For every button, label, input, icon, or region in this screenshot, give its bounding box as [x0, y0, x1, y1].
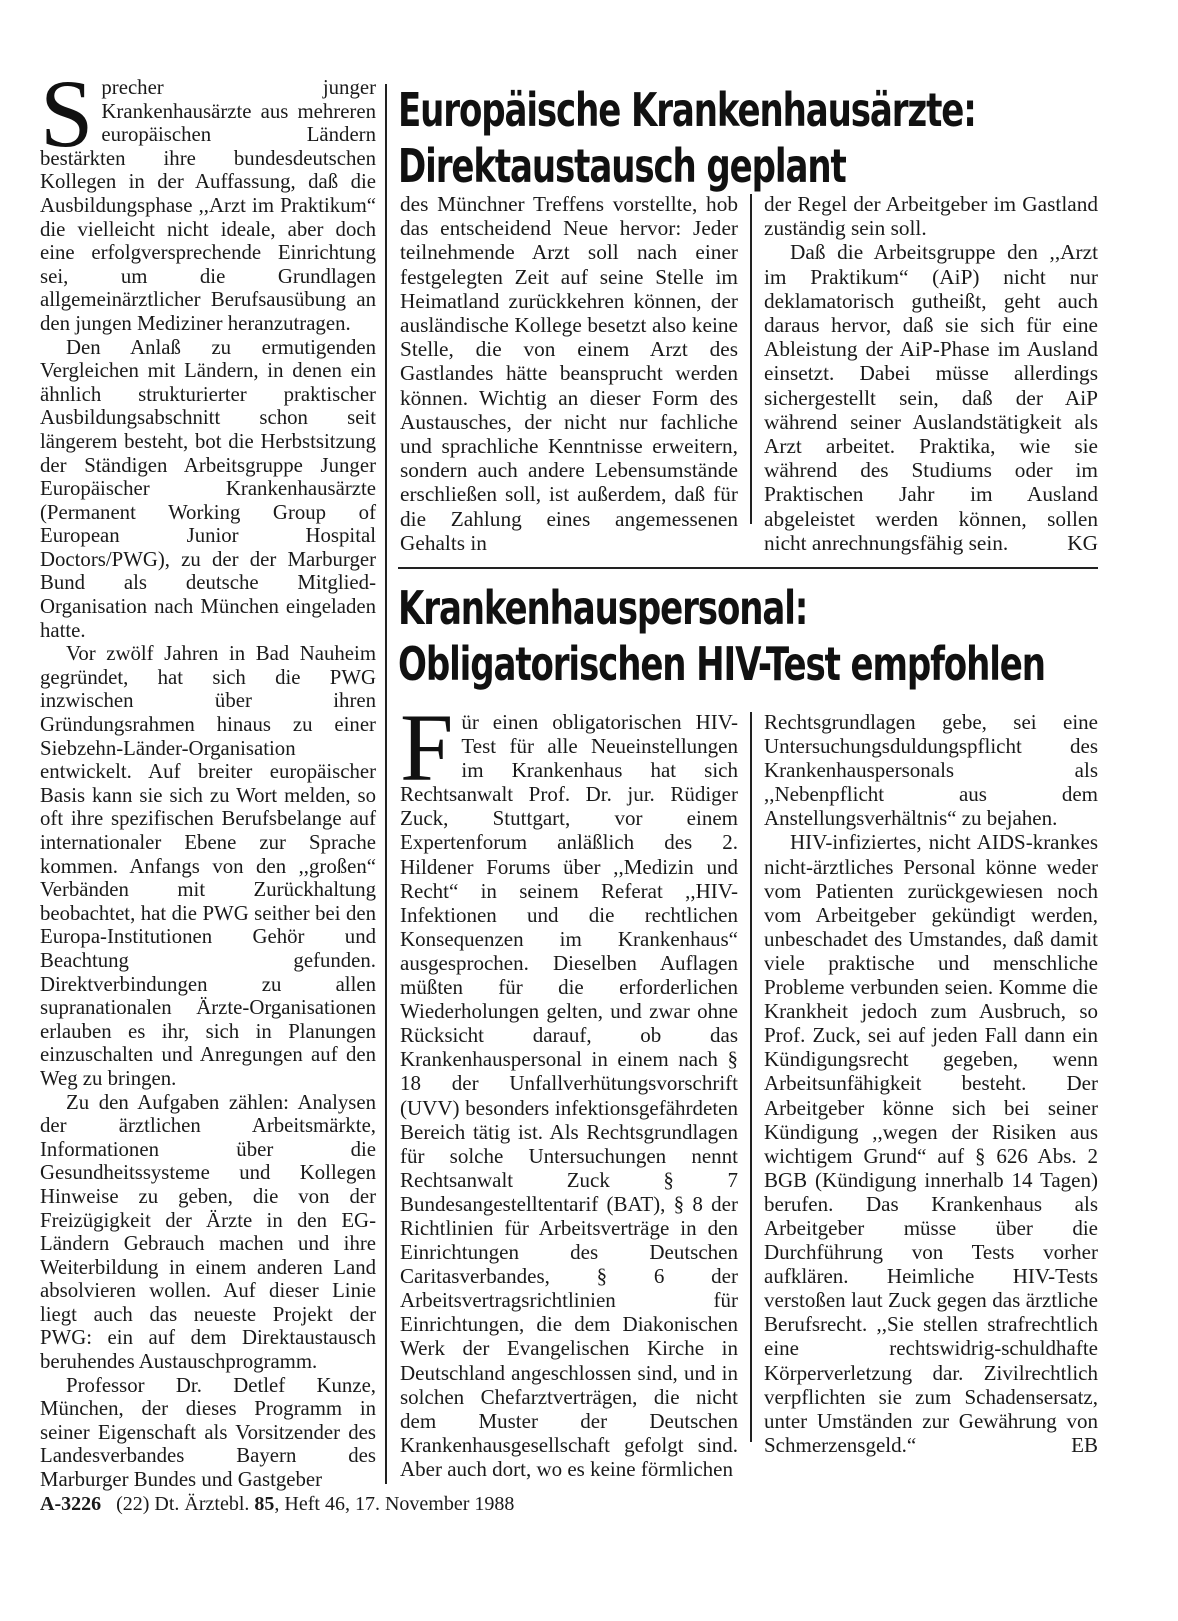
article1-paragraph: Sprecher junger Krankenhausärzte aus mehreren europäischen Ländern bestärkten ihre bundesdeutschen Kollegen in der Auffassung, daß die Ausbildungsphase ,,Arzt im Praktikum“ die vielleicht nicht ideale, aber doch eine erfolgversprechende Einrichtung sei, um die Grundlagen allgemeinärztlicher Berufsausübung an den jungen Mediziner heranzutragen.	[40, 60, 376, 335]
article-separator	[398, 567, 1098, 569]
article1-column3	[764, 192, 1098, 555]
article2-author-initials: EB	[1071, 1432, 1098, 1457]
article1-headline-line1: Europäische Krankenhausärzte:	[398, 83, 976, 137]
article1-paragraph: der Regel der Arbeitgeber im Gastland zuständig sein soll.	[764, 192, 1098, 241]
article1-paragraph: Vor zwölf Jahren in Bad Nauheim gegründet, hat sich die PWG inzwischen über ihren Gründungsrahmen hinaus zu einer Siebzehn-Länder-Organisation entwickelt. Auf breiter europäischer Basis kann sie sich zu Wort melden, so oft ihre spezifischen Berufsbelange auf internationaler Ebene zur Sprache kommen. Anfangs von den ,,großen“ Verbänden mit Zurückhaltung beobachtet, hat die PWG seither bei den Europa-Institutionen Gehör und Beachtung gefunden. Direktverbindungen zu allen supranationalen Ärzte-Organisationen erlauben es ihr, sich in Planungen einzuschalten und Anregungen auf den Weg zu bringen.	[40, 642, 376, 1090]
article1-dropcap: S	[40, 60, 94, 167]
citation-suffix: , Heft 46, 17. November 1988	[274, 1493, 515, 1515]
article1-column1	[40, 60, 376, 1492]
article2-dropcap: F	[400, 694, 454, 801]
article2-paragraph: Rechtsgrundlagen gebe, sei eine Untersuchungsduldungspflicht des Krankenhauspersonals als ,,Nebenpflicht aus dem Anstellungsverhältnis“ zu bejahen.	[764, 710, 1098, 831]
article2-column3	[764, 710, 1098, 1457]
article2-headline	[398, 580, 1045, 692]
article2-paragraph: HIV-infiziertes, nicht AIDS-krankes nicht-ärztliches Personal könne weder vom Patienten zurückgewiesen noch vom Arbeitgeber gekündigt werden, unbeschadet des Umstandes, daß damit viele praktische und menschliche Probleme verbunden seien. Komme die Krankheit jedoch zum Ausbruch, so Prof. Zuck, sei auf jeden Fall dann ein Kündigungsrecht gegeben, wenn Arbeitsunfähigkeit besteht. Der Arbeitgeber könne sich bei seiner Kündigung ,,wegen der Risiken aus wichtigem Grund“ auf § 626 Abs. 2 BGB (Kündigung innerhalb 14 Tagen) berufen. Das Krankenhaus als Arbeitgeber müsse über die Durchführung von Tests vorher aufklären. Heimliche HIV-Tests verstoßen laut Zuck gegen das ärztliche Berufsrecht. ,,Sie stellen strafrechtlich eine rechtswidrig-schuldhafte Körperverletzung dar. Zivilrechtlich verpflichten sie zum Schadensersatz, unter Umständen zur Gewährung von Schmerzensgeld.“ EB	[764, 830, 1098, 1457]
article1-paragraph: Daß die Arbeitsgruppe den ,,Arzt im Praktikum“ (AiP) nicht nur deklamatorisch gutheißt, geht auch daraus hervor, daß sie sich für eine Ableistung der AiP-Phase im Ausland einsetzt. Dabei müsse allerdings sichergestellt sein, daß der AiP während seiner Auslandstätigkeit als Arzt arbeitet. Praktika, wie sie während des Studiums oder im Praktischen Jahr im Ausland abgeleistet werden können, sollen nicht anrechnungsfähig sein. KG	[764, 240, 1098, 555]
article2-headline-line1: Krankenhauspersonal:	[398, 581, 808, 635]
column-divider	[385, 84, 387, 1484]
column-divider	[750, 712, 752, 1442]
article1-column2	[400, 192, 738, 555]
article1-paragraph: Den Anlaß zu ermutigenden Vergleichen mit Ländern, in denen ein ähnlich strukturierter praktischer Ausbildungsabschnitt schon seit längerem besteht, bot die Herbstsitzung der Ständigen Arbeitsgruppe Junger Europäischer Krankenhausärzte (Permanent Working Group of European Junior Hospital Doctors/PWG), zu der der Marburger Bund als deutsche Mitglied-Organisation nach München eingeladen hatte.	[40, 335, 376, 642]
article1-headline	[398, 82, 976, 194]
article1-paragraph: Professor Dr. Detlef Kunze, München, der dieses Programm in seiner Eigenschaft als Vorsitzender des Landesverbandes Bayern des Marburger Bundes und Gastgeber	[40, 1373, 376, 1492]
page-reference: A-3226	[40, 1493, 102, 1515]
article1-paragraph: des Münchner Treffens vorstellte, hob das entscheidend Neue hervor: Jeder teilnehmende Arzt soll nach einer festgelegten Zeit auf seine Stelle im Heimatland zurückkehren können, der ausländische Kollege besetzt also keine Stelle, die von einem Arzt des Gastlandes hätte beansprucht werden können. Wichtig an dieser Form des Austausches, der nicht nur fachliche und sprachliche Kenntnisse erweitern, sondern auch andere Lebensumstände erschließen soll, ist außerdem, daß für die Zahlung eines angemessenen Gehalts in	[400, 192, 738, 555]
article1-headline-line2: Direktaustausch geplant	[398, 139, 846, 193]
article1-paragraph: Zu den Aufgaben zählen: Analysen der ärztlichen Arbeitsmärkte, Informationen über die Gesundheitssysteme und Kollegen Hinweise zu geben, die von der Freizügigkeit der Ärzte in den EG-Ländern Gebrauch machen und ihre Weiterbildung in einem anderen Land absolvieren wollen. Auf dieser Linie liegt auch das neueste Projekt der PWG: ein auf dem Direktaustausch beruhendes Austauschprogramm.	[40, 1090, 376, 1374]
article2-headline-line2: Obligatorischen HIV-Test empfohlen	[398, 637, 1045, 691]
article1-author-initials: KG	[1067, 530, 1098, 555]
citation-prefix: (22) Dt. Ärztebl.	[116, 1493, 250, 1515]
column-divider	[750, 194, 752, 524]
article2-column2	[400, 694, 738, 1481]
volume-number: 85	[254, 1493, 275, 1515]
page-footer	[40, 1493, 514, 1516]
article2-paragraph: Für einen obligatorischen HIV-Test für alle Neueinstellungen im Krankenhaus hat sich Rechtsanwalt Prof. Dr. jur. Rüdiger Zuck, Stuttgart, vor einem Expertenforum anläßlich des 2. Hildener Forums über ,,Medizin und Recht“ in seinem Referat ,,HIV-Infektionen und die rechtlichen Konsequenzen im Krankenhaus“ ausgesprochen. Dieselben Auflagen müßten für die erforderlichen Wiederholungen gelten, und zwar ohne Rücksicht darauf, ob das Krankenhauspersonal in einem nach § 18 der Unfallverhütungsvorschrift (UVV) besonders infektionsgefährdeten Bereich tätig ist. Als Rechtsgrundlagen für solche Untersuchungen nennt Rechtsanwalt Zuck § 7 Bundesangestelltentarif (BAT), § 8 der Richtlinien für Arbeitsverträge in den Einrichtungen des Deutschen Caritasverbandes, § 6 der Arbeitsvertragsrichtlinien für Einrichtungen, die dem Diakonischen Werk der Evangelischen Kirche in Deutschland angeschlossen sind, und in solchen Chefarztverträgen, die nicht dem Muster der Deutschen Krankenhausgesellschaft gefolgt sind. Aber auch dort, wo es keine förmlichen	[400, 694, 738, 1481]
